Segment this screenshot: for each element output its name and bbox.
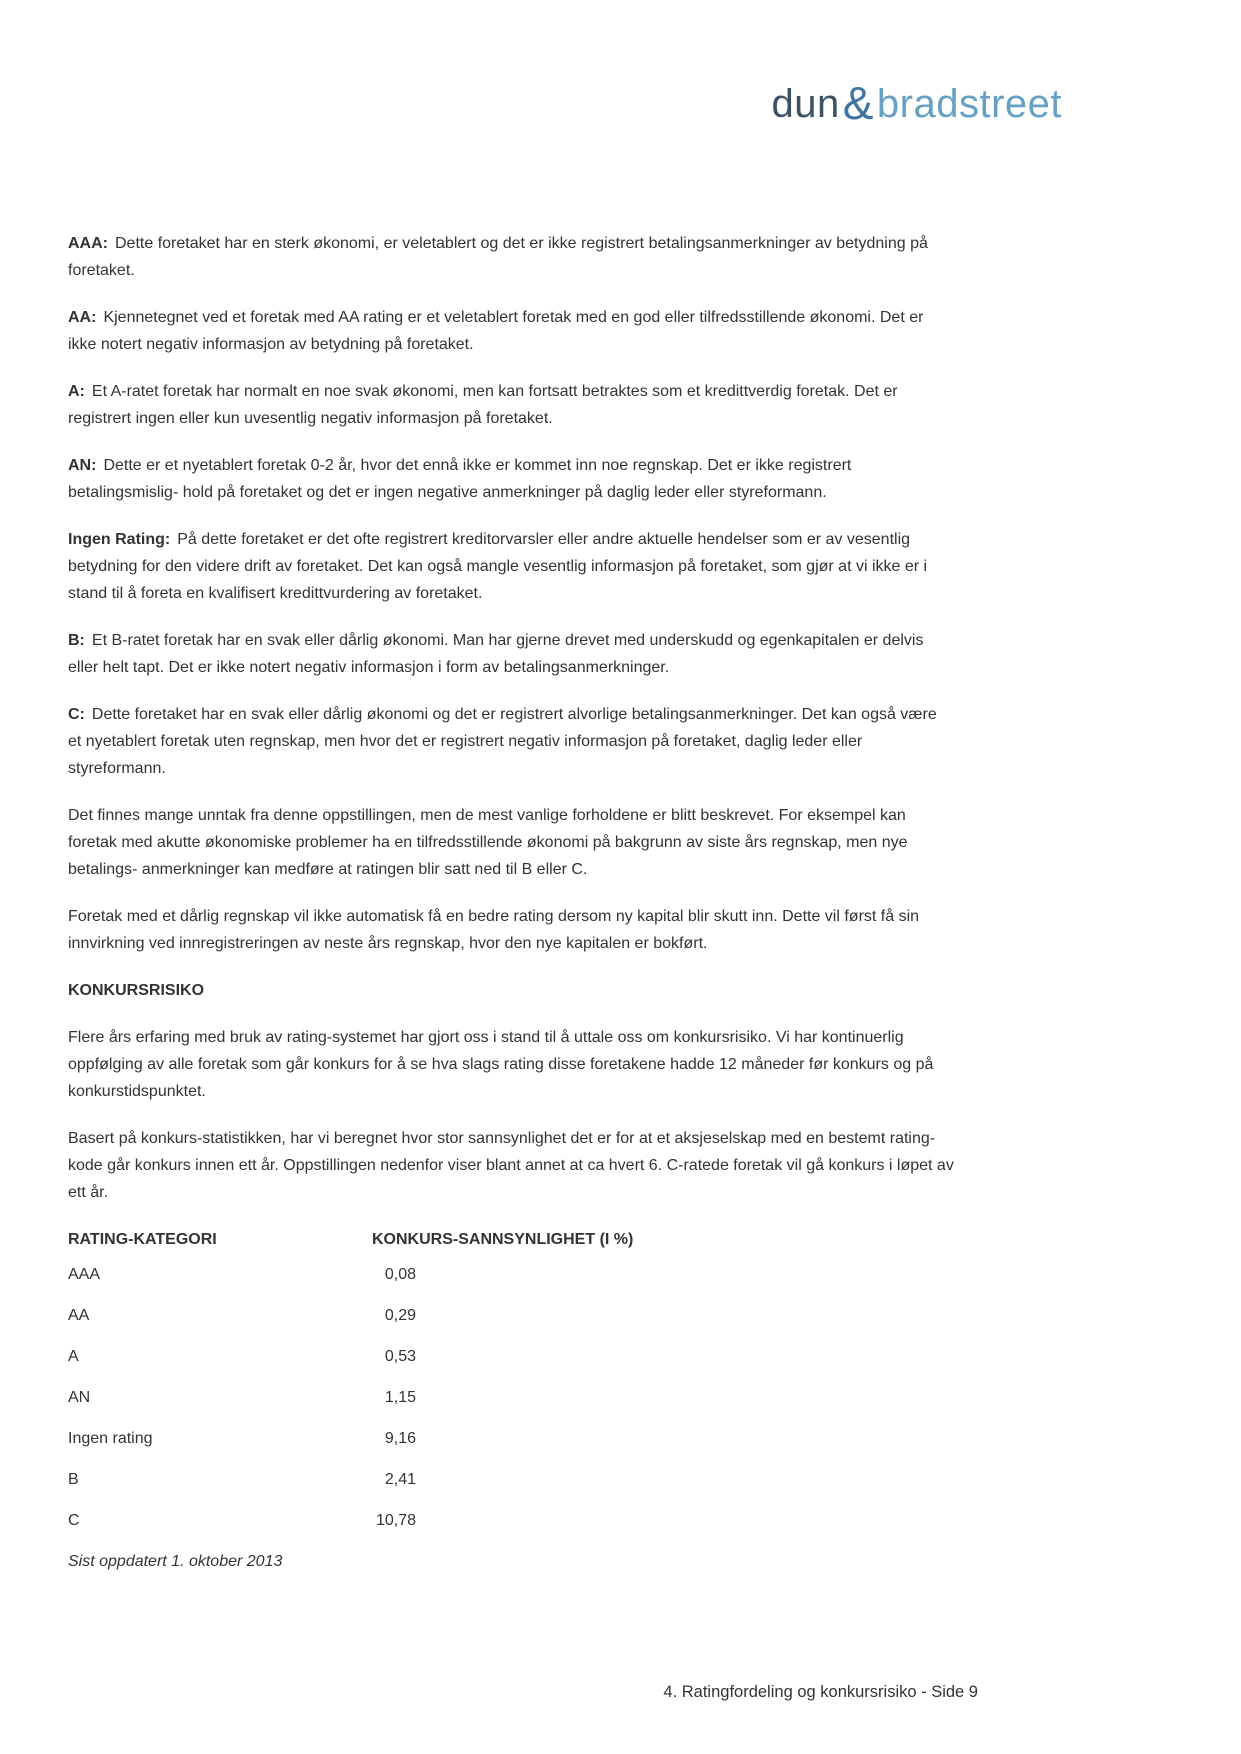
table-cell-probability: 2,41 bbox=[384, 1471, 416, 1488]
rating-code-label: AAA: bbox=[68, 235, 108, 252]
body-paragraph: AN: Dette er et nyetablert foretak 0-2 år, hvor det ennå ikke er kommet inn noe regnskap. Det er ikke registrert betalingsmislig- hold på foretaket og det er ingen negative anmerkninger på daglig leder eller styreformann. bbox=[68, 457, 852, 501]
rating-code-label: B: bbox=[68, 632, 85, 649]
body-paragraph: B: Et B-ratet foretak har en svak eller dårlig økonomi. Man har gjerne drevet med underskudd og egenkapitalen er delvis eller helt tapt. Det er ikke notert negativ informasjon i form av betalingsanmerkninger. bbox=[68, 632, 924, 676]
body-paragraph: Det finnes mange unntak fra denne oppstillingen, men de mest vanlige forholdene er blitt beskrevet. For eksempel kan foretak med akutte økonomiske problemer ha en tilfredsstillende økonomi på bakgrunn av siste års regnskap, men nye betalings- anmerkninger kan medføre at ratingen blir satt ned til B eller C. bbox=[68, 807, 908, 878]
table-body bbox=[68, 1261, 954, 1548]
body-paragraph: Ingen Rating: På dette foretaket er det ofte registrert kreditorvarsler eller andre aktuelle hendelser som er av vesentlig betydning for den videre drift av foretaket. Det kan også mangle vesentlig informasjon på foretaket, som gjør at vi ikke er i stand til å foreta en kvalifisert kredittvurdering av foretaket. bbox=[68, 531, 928, 602]
rating-code-label: C: bbox=[68, 706, 85, 723]
table-cell-probability: 9,16 bbox=[384, 1430, 416, 1447]
table-cell-probability: 0,53 bbox=[384, 1348, 416, 1365]
rating-code-label: AN: bbox=[68, 457, 97, 474]
logo-text-bradstreet: bradstreet bbox=[876, 82, 1062, 126]
body-paragraph: C: Dette foretaket har en svak eller dårlig økonomi og det er registrert alvorlige betalingsanmerkninger. Det kan også være et nyetablert foretak uten regnskap, men hvor det er registrert negativ informasjon på foretaket, daglig leder eller styreformann. bbox=[68, 706, 937, 777]
logo-text-dun: dun bbox=[771, 82, 840, 126]
table-header-probability: KONKURS-SANNSYNLIGHET (I %) bbox=[372, 1231, 634, 1248]
rating-definitions bbox=[68, 230, 954, 957]
table-row bbox=[68, 1261, 954, 1302]
logo-ampersand-icon: & bbox=[842, 77, 874, 129]
table-row bbox=[68, 1343, 954, 1384]
section-heading-konkursrisiko: KONKURSRISIKO bbox=[68, 982, 205, 999]
rating-code-label: A: bbox=[68, 383, 85, 400]
page-footer: 4. Ratingfordeling og konkursrisiko - Side 9 bbox=[663, 1683, 978, 1701]
body-paragraph: AAA: Dette foretaket har en sterk økonomi, er veletablert og det er ikke registrert betalingsanmerkninger av betydning på foretaket. bbox=[68, 235, 928, 279]
rating-probability-table bbox=[68, 1226, 954, 1548]
table-cell-category: C bbox=[68, 1512, 80, 1529]
table-cell-category: A bbox=[68, 1348, 79, 1365]
table-cell-category: B bbox=[68, 1471, 79, 1488]
table-cell-probability: 0,29 bbox=[384, 1307, 416, 1324]
table-header-category: RATING-KATEGORI bbox=[68, 1231, 217, 1248]
body-paragraph: A: Et A-ratet foretak har normalt en noe svak økonomi, men kan fortsatt betraktes som et kredittverdig foretak. Det er registrert ingen eller kun uvesentlig negativ informasjon på foretaket. bbox=[68, 383, 898, 427]
body-paragraph: Foretak med et dårlig regnskap vil ikke automatisk få en bedre rating dersom ny kapital blir skutt inn. Dette vil først få sin innvirkning ved innregistreringen av neste års regnskap, hvor den nye kapitalen er bokført. bbox=[68, 908, 920, 952]
konkursrisiko-paragraph-2: Basert på konkurs-statistikken, har vi beregnet hvor stor sannsynlighet det er for at et aksjeselskap med en bestemt rating-kode går konkurs innen ett år. Oppstillingen nedenfor viser blant annet at ca hvert 6. C-ratede foretak vil gå konkurs i løpet av ett år. bbox=[68, 1130, 954, 1201]
dun-bradstreet-logo bbox=[771, 77, 1062, 129]
rating-code-label: Ingen Rating: bbox=[68, 531, 171, 548]
table-row bbox=[68, 1384, 954, 1425]
last-updated-note: Sist oppdatert 1. oktober 2013 bbox=[68, 1553, 283, 1570]
table-cell-probability: 0,08 bbox=[384, 1266, 416, 1283]
table-cell-category: AAA bbox=[68, 1266, 101, 1283]
table-row bbox=[68, 1425, 954, 1466]
konkursrisiko-paragraph-1: Flere års erfaring med bruk av rating-systemet har gjort oss i stand til å uttale oss om konkursrisiko. Vi har kontinuerlig oppfølging av alle foretak som går konkurs for å se hva slags rating disse foretakene hadde 12 måneder før konkurs og på konkurstidspunktet. bbox=[68, 1029, 934, 1100]
table-row bbox=[68, 1466, 954, 1507]
table-cell-category: Ingen rating bbox=[68, 1430, 153, 1447]
table-cell-category: AA bbox=[68, 1307, 90, 1324]
table-header-row bbox=[68, 1226, 954, 1261]
rating-code-label: AA: bbox=[68, 309, 97, 326]
table-cell-probability: 1,15 bbox=[384, 1389, 416, 1406]
table-row bbox=[68, 1507, 954, 1548]
table-cell-category: AN bbox=[68, 1389, 91, 1406]
table-row bbox=[68, 1302, 954, 1343]
body-paragraph: AA: Kjennetegnet ved et foretak med AA rating er et veletablert foretak med en god eller tilfredsstillende økonomi. Det er ikke notert negativ informasjon av betydning på foretaket. bbox=[68, 309, 924, 353]
table-cell-probability: 10,78 bbox=[375, 1512, 416, 1529]
document-body bbox=[68, 230, 954, 1595]
